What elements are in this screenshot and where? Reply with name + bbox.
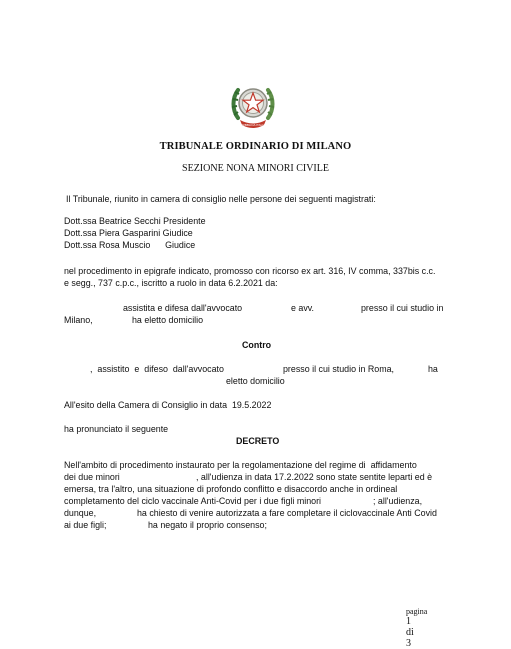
party2-text: ha: [428, 364, 438, 374]
party2-text: presso il cui studio in Roma,: [283, 364, 394, 374]
decree-line: emersa, tra l'altro, una situazione di profondo conflitto e disaccordo anche in ordineal: [64, 484, 398, 494]
party1-text: assistita e difesa dall'avvocato: [123, 303, 243, 313]
decree-line: ; all'udienza,: [373, 496, 423, 506]
party1-text: Milano,: [64, 315, 93, 325]
party1-text: presso il cui studio in: [361, 303, 444, 313]
outcome-text: All'esito della Camera di Consiglio in data 19.5.2022: [64, 400, 272, 410]
party2-text: , assistito e difeso dall'avvocato: [90, 364, 224, 374]
page-total: 3: [406, 638, 411, 649]
page-number: 1: [406, 616, 411, 627]
svg-text:REPVBBLICA ITALIANA: REPVBBLICA ITALIANA: [236, 123, 270, 127]
court-title: TRIBUNALE ORDINARIO DI MILANO: [159, 141, 352, 152]
decree-line: dunque,: [64, 508, 97, 518]
section-subtitle: SEZIONE NONA MINORI CIVILE: [182, 163, 329, 174]
contro-heading: Contro: [242, 340, 272, 350]
decree-line: , all'udienza in data 17.2.2022 sono state sentite leparti ed è: [196, 472, 433, 482]
page-of: di: [406, 627, 414, 638]
procedure-text: nel procedimento in epigrafe indicato, promosso con ricorso ex art. 316, IV comma, 337bis c.c.: [64, 266, 436, 276]
decree-heading: DECRETO: [236, 436, 280, 446]
decree-line: ai due figli;: [64, 520, 107, 530]
judge-line: Dott.ssa Rosa Muscio Giudice: [64, 240, 196, 250]
republic-emblem-icon: [230, 80, 276, 132]
judge-line: Dott.ssa Piera Gasparini Giudice: [64, 228, 193, 238]
decree-line: ha negato il proprio consenso;: [148, 520, 267, 530]
judge-line: Dott.ssa Beatrice Secchi Presidente: [64, 216, 206, 226]
pronounced-text: ha pronunciato il seguente: [64, 424, 169, 434]
procedure-text: e segg., 737 c.p.c., iscritto a ruolo in data 6.2.2021 da:: [64, 278, 278, 288]
page-footer: [402, 598, 427, 649]
party2-text: eletto domicilio: [226, 376, 285, 386]
party1-text: ha eletto domicilio: [132, 315, 204, 325]
decree-line: dei due minori: [64, 472, 120, 482]
party1-text: e avv.: [291, 303, 315, 313]
decree-line: Nell'ambito di procedimento instaurato per la regolamentazione del regime di affidamento: [64, 460, 417, 470]
intro-text: Il Tribunale, riunito in camera di consiglio nelle persone dei seguenti magistrati:: [66, 194, 376, 204]
page-word: pagina: [406, 607, 428, 616]
decree-line: ha chiesto di venire autorizzata a fare completare il ciclovaccinale Anti Covid: [137, 508, 437, 518]
decree-line: completamento del ciclo vaccinale Anti-Covid per i due figli minori: [64, 496, 322, 506]
